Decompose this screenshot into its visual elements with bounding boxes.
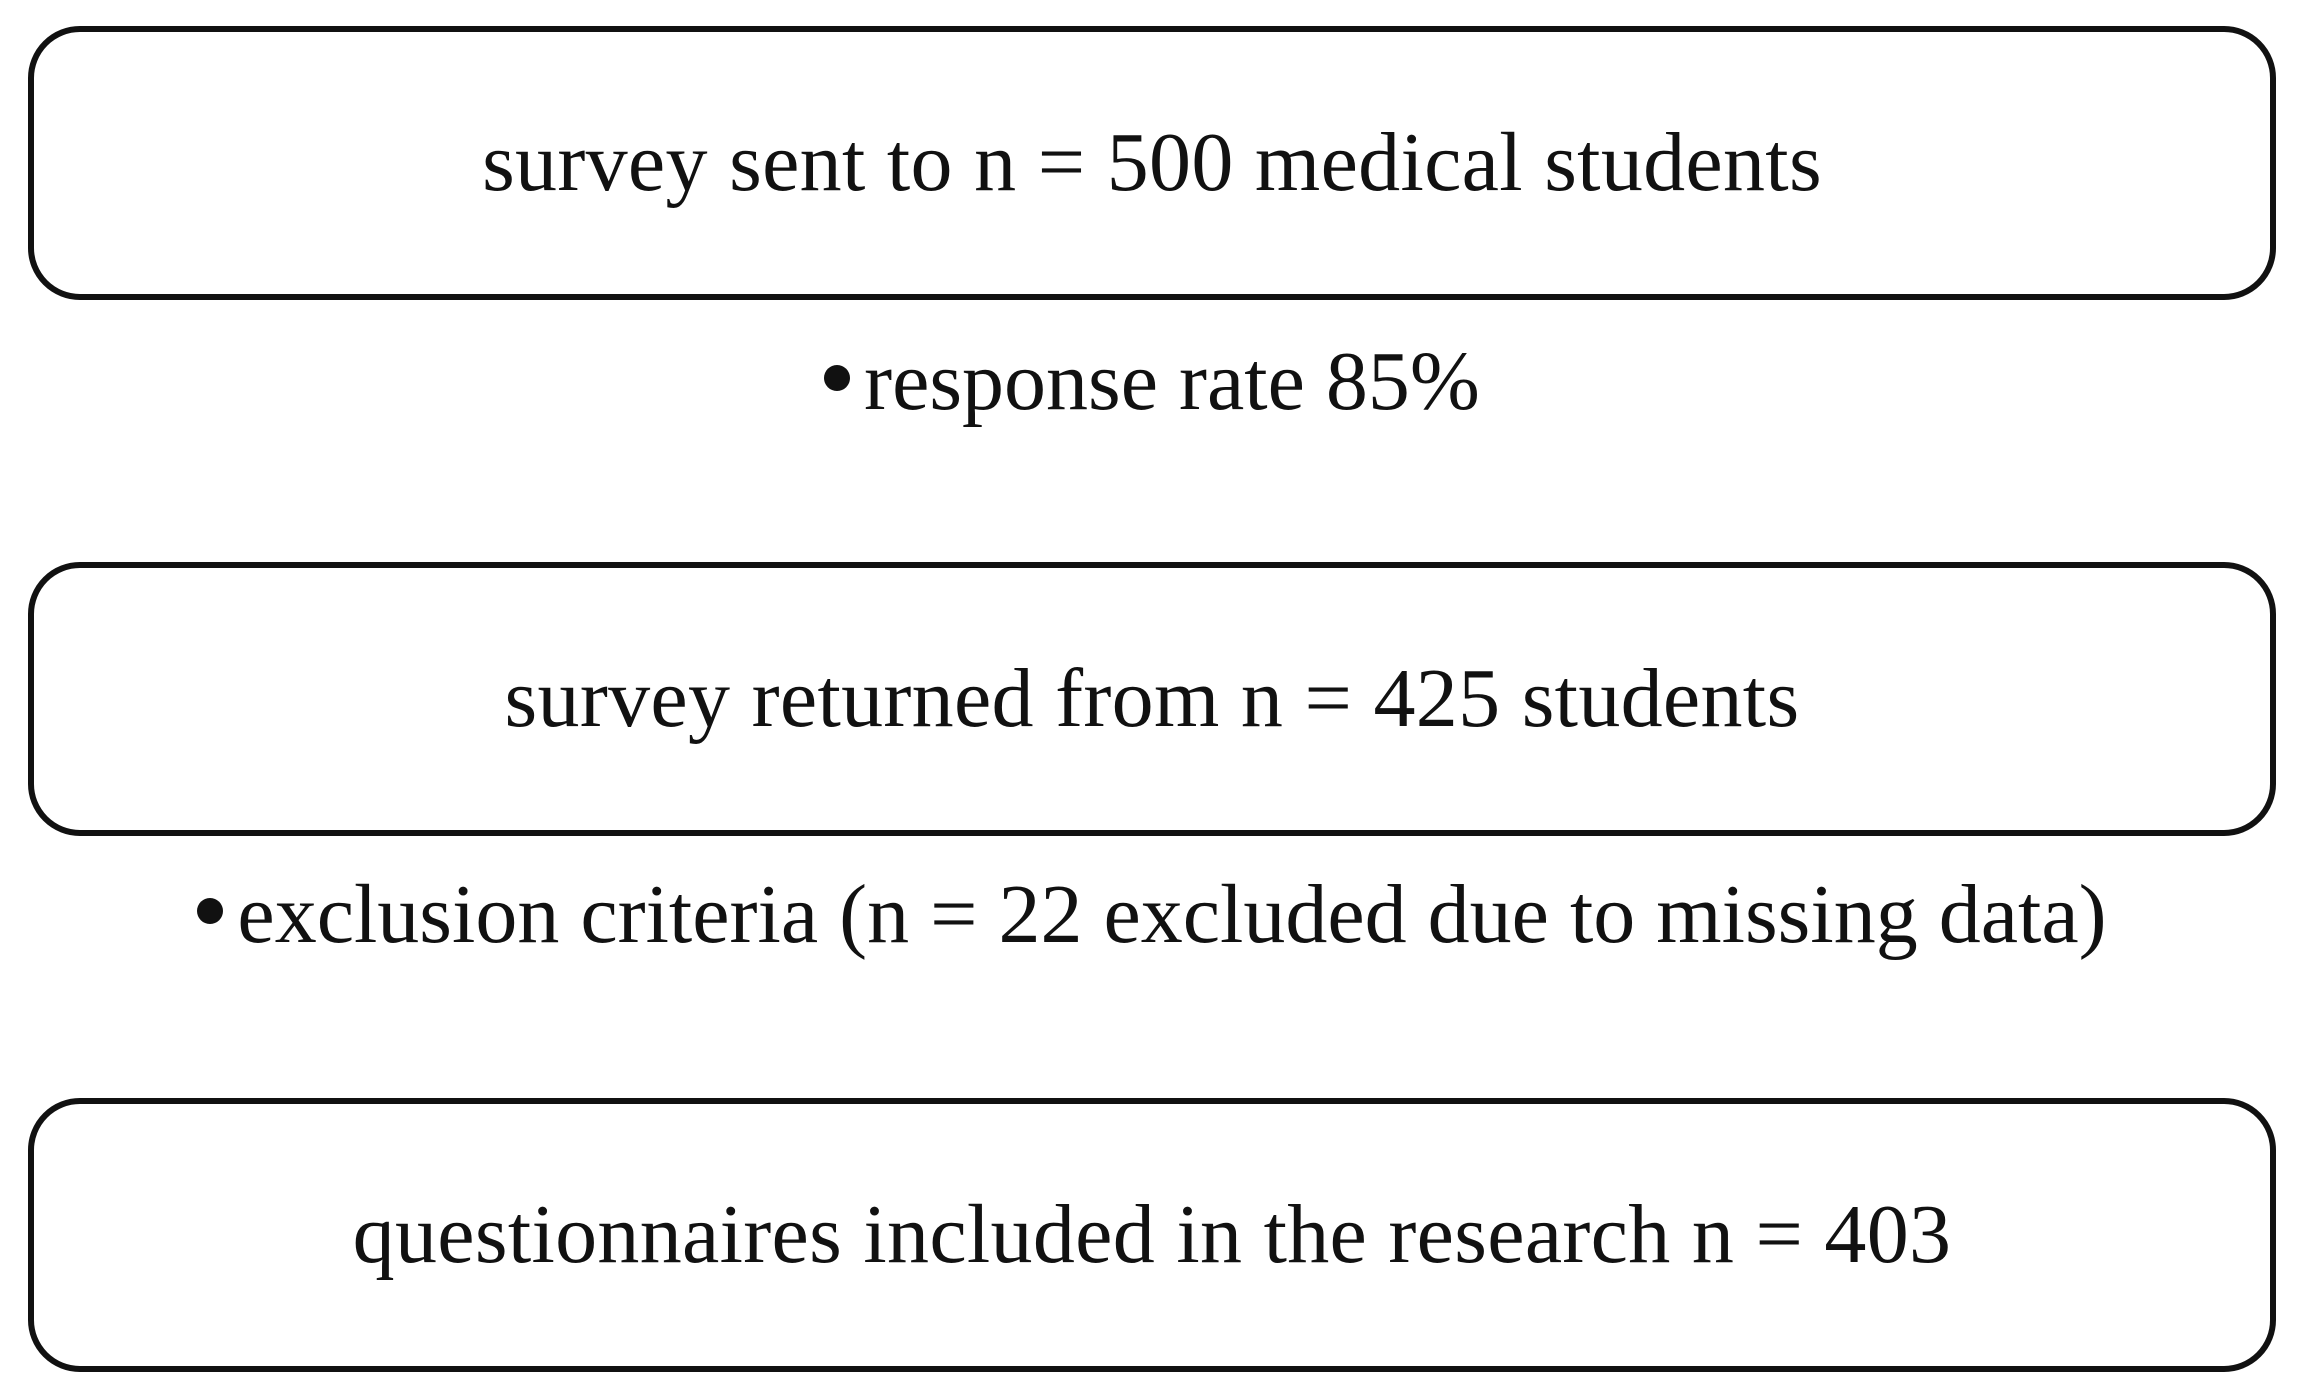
note-label: exclusion criteria (n = 22 excluded due to missing data) (237, 868, 2107, 961)
note-exclusion-criteria (0, 865, 2304, 965)
step-box-label: survey sent to n = 500 medical students (482, 116, 1822, 209)
bullet-icon (824, 365, 850, 391)
step-box-label: survey returned from n = 425 students (504, 652, 1800, 745)
step-box-survey-returned (28, 562, 2276, 836)
note-label: response rate 85% (864, 335, 1480, 428)
step-box-questionnaires-included (28, 1098, 2276, 1372)
note-response-rate (0, 332, 2304, 432)
step-box-survey-sent (28, 26, 2276, 300)
bullet-icon (197, 898, 223, 924)
step-box-label: questionnaires included in the research n = 403 (352, 1188, 1952, 1281)
